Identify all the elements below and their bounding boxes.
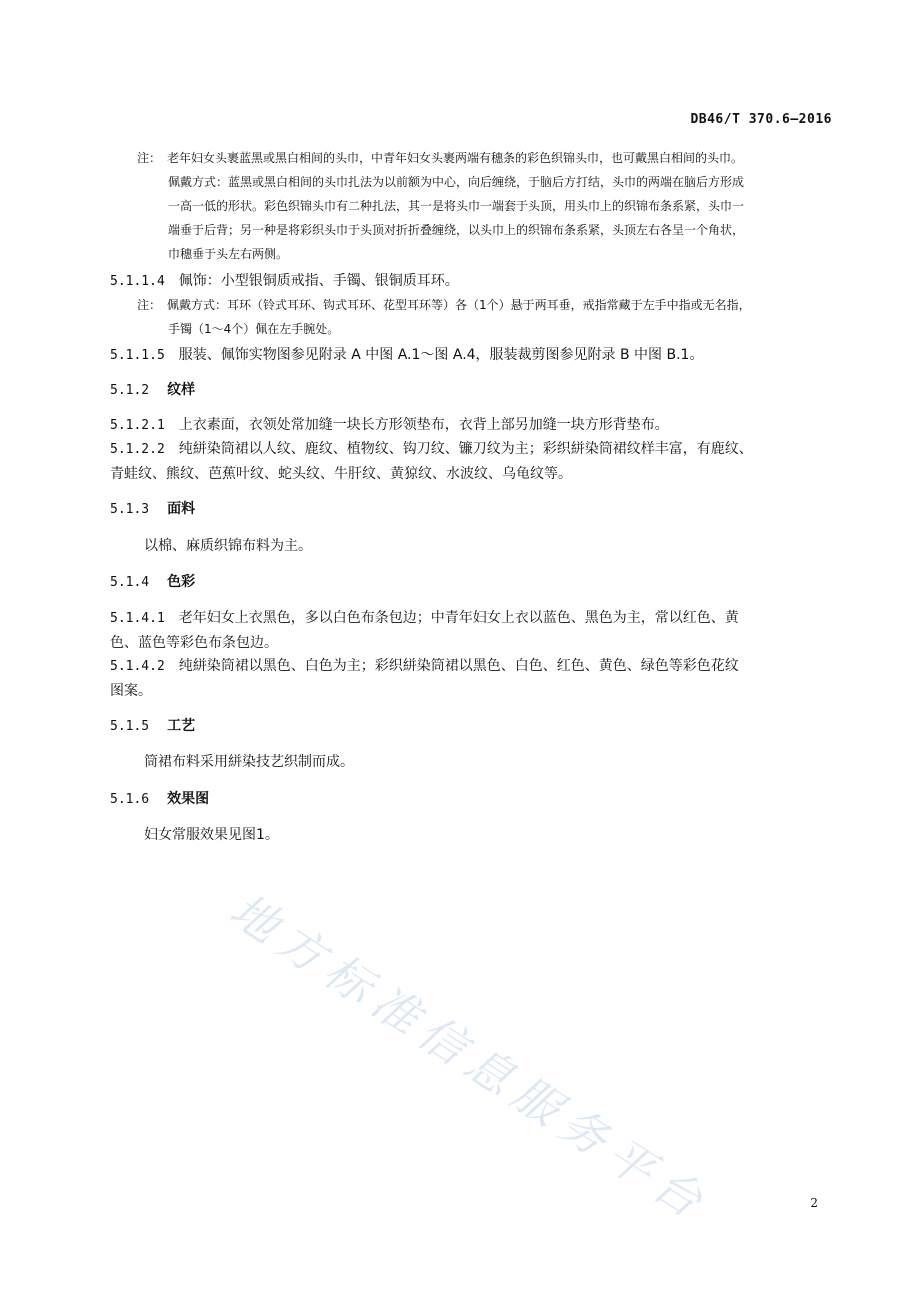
- section-title: 色彩: [167, 574, 196, 590]
- section-title: 纹样: [167, 382, 196, 398]
- clause-text: 老年妇女上衣黑色，多以白色布条包边；中青年妇女上衣以蓝色、黑色为主，常以红色、黄: [178, 610, 739, 626]
- section-heading-color: [110, 570, 195, 595]
- clause-number: 5.1.2.1: [110, 418, 165, 433]
- section-title: 效果图: [167, 791, 210, 807]
- clause-number: 5.1.1.4: [110, 274, 165, 289]
- rendering-body: 妇女常服效果见图1。: [144, 827, 279, 843]
- clause-number: 5.1.4.1: [110, 611, 165, 626]
- note-label: 注：: [137, 151, 162, 165]
- section-heading-pattern: [110, 378, 195, 403]
- clause-number: 5.1.4.2: [110, 659, 165, 674]
- clause-text-continued: 图案。: [110, 683, 152, 699]
- craft-body: 筒裙布料采用絣染技艺织制而成。: [144, 754, 354, 770]
- clause-text: 纯絣染筒裙以人纹、鹿纹、植物纹、钩刀纹、镰刀纹为主；彩织絣染筒裙纹样丰富，有鹿纹、: [178, 441, 753, 457]
- clause-text: 纯絣染筒裙以黑色、白色为主；彩织絣染筒裙以黑色、白色、红色、黄色、绿色等彩色花纹: [178, 658, 739, 674]
- section-number: 5.1.2: [110, 383, 150, 398]
- section-number: 5.1.6: [110, 792, 150, 807]
- standard-code: DB46/T 370.6—2016: [690, 112, 832, 127]
- note-line: 老年妇女头裹蓝黑或黑白相间的头巾，中青年妇女头裹两端有穗条的彩色织锦头巾，也可戴黑白相间的头巾。: [167, 151, 744, 165]
- clause-text-continued: 色、蓝色等彩色布条包边。: [110, 635, 278, 651]
- section-heading-fabric: [110, 497, 195, 522]
- clause-number: 5.1.2.2: [110, 442, 165, 457]
- clause-text: 佩饰：小型银铜质戒指、手镯、银铜质耳环。: [178, 273, 459, 289]
- clause-5-1-4-2: [110, 654, 835, 703]
- note-line: 端垂于后背；另一种是将彩织头巾于头顶对折折叠缠绕，以头巾上的织锦布条系紧，头顶左右各呈一个角状，: [168, 223, 745, 237]
- clause-5-1-2-1: [110, 413, 835, 438]
- note-line: 手镯（1～4个）佩在左手腕处。: [168, 322, 340, 336]
- clause-5-1-2-2: [110, 437, 835, 486]
- section-title: 面料: [167, 501, 196, 517]
- clause-text-continued: 青蛙纹、熊纹、芭蕉叶纹、蛇头纹、牛肝纹、黄猄纹、水波纹、乌龟纹等。: [110, 466, 572, 482]
- fabric-body: 以棉、麻质织锦布料为主。: [144, 538, 312, 554]
- clause-5-1-1-5: [110, 343, 835, 368]
- note-label: 注：: [137, 298, 162, 312]
- clause-number: 5.1.1.5: [110, 348, 165, 363]
- watermark: 地方标准信息服务平台: [220, 882, 720, 1233]
- section-heading-craft: [110, 714, 195, 739]
- clause-5-1-1-4: [110, 269, 835, 294]
- note-line: 巾穗垂于头左右两侧。: [168, 247, 289, 261]
- section-title: 工艺: [167, 718, 196, 734]
- note-line: 一高一低的形状。彩色织锦头巾有二种扎法，其一是将头巾一端套于头顶，用头巾上的织锦布条系紧，头巾一: [168, 199, 745, 213]
- section-number: 5.1.5: [110, 719, 150, 734]
- clause-text: 上衣素面，衣领处常加缝一块长方形领垫布，衣背上部另加缝一块方形背垫布。: [178, 417, 669, 433]
- section-heading-rendering: [110, 787, 209, 812]
- section-number: 5.1.3: [110, 502, 150, 517]
- page-number: 2: [810, 1196, 818, 1210]
- note-line: 佩戴方式：耳环（铃式耳环、钩式耳环、花型耳环等）各（1个）悬于两耳垂，戒指常藏于左手中指或无名指，: [167, 298, 751, 312]
- note-line: 佩戴方式：蓝黑或黑白相间的头巾扎法为以前额为中心，向后缠绕，于脑后方打结，头巾的两端在脑后方形成: [168, 175, 745, 189]
- clause-text: 服装、佩饰实物图参见附录 A 中图 A.1～图 A.4，服装裁剪图参见附录 B 中图 B.1。: [178, 347, 704, 363]
- clause-5-1-4-1: [110, 606, 835, 655]
- note-accessories: [137, 293, 837, 341]
- note-headscarf: [137, 146, 837, 266]
- section-number: 5.1.4: [110, 575, 150, 590]
